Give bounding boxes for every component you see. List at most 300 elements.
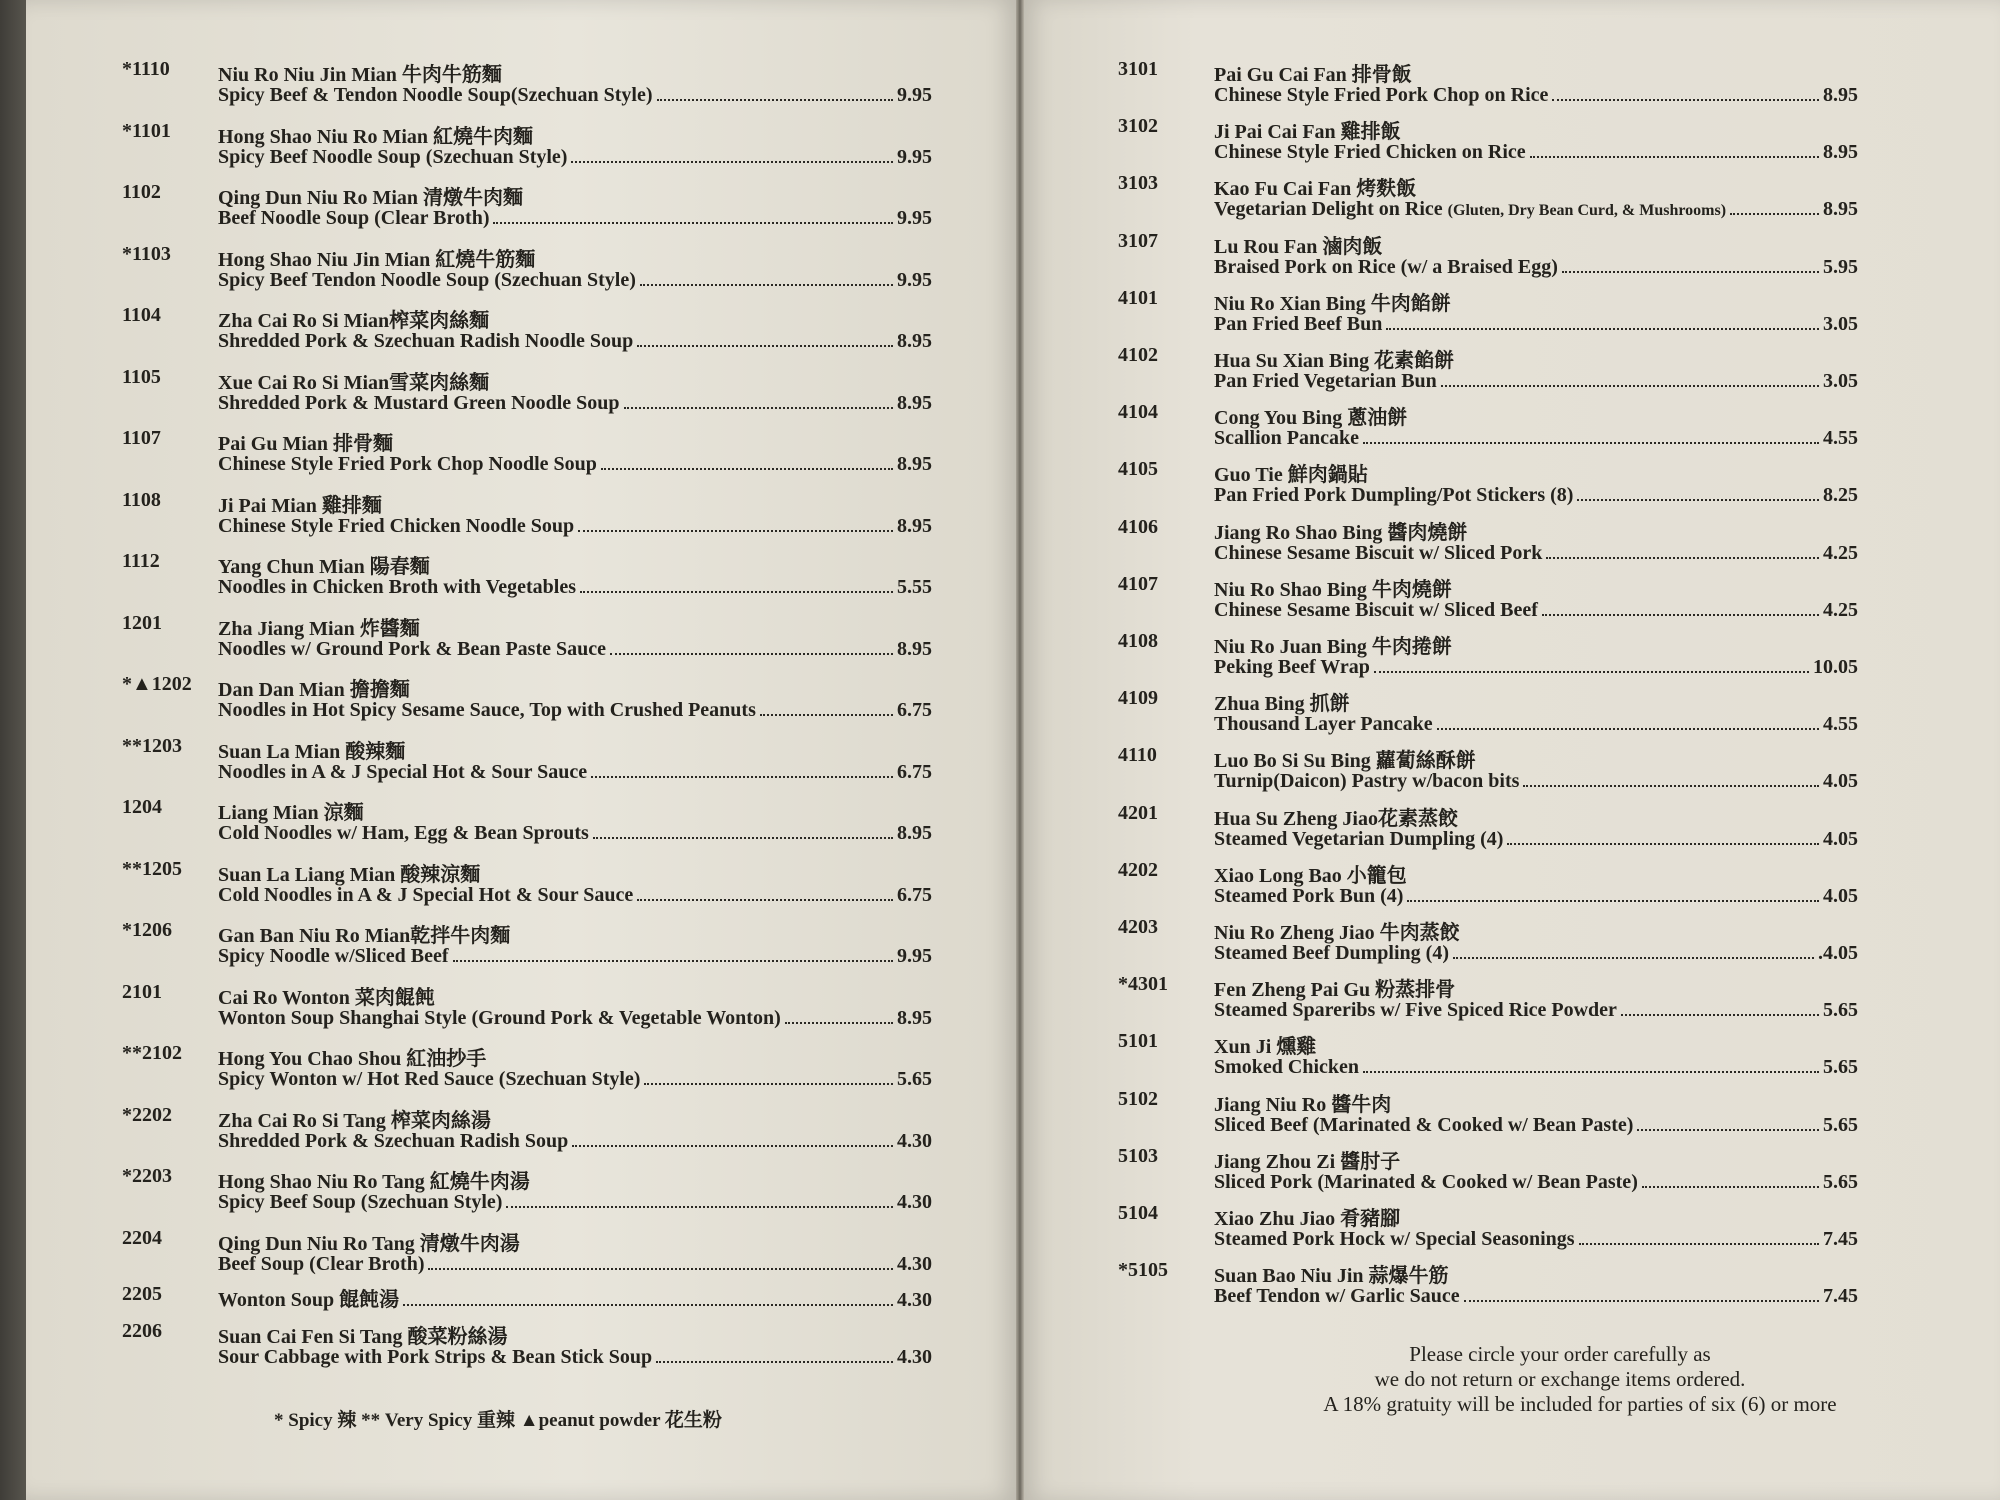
item-description-line — [218, 884, 932, 907]
item-description — [218, 453, 597, 476]
item-description-line — [218, 1253, 932, 1276]
item-description — [1214, 599, 1538, 622]
menu-item — [122, 981, 932, 1037]
item-description-text: Noodles w/ Ground Pork & Bean Paste Sauce — [218, 637, 606, 660]
item-description-text: Braised Pork on Rice (w/ a Braised Egg) — [1214, 255, 1558, 278]
item-description-text: Chinese Style Fried Pork Chop on Rice — [1214, 84, 1549, 106]
dot-leader — [1642, 1186, 1819, 1188]
item-description-line — [218, 638, 932, 661]
menu-item — [122, 304, 932, 360]
item-number: *4301 — [1118, 973, 1168, 996]
menu-item — [122, 612, 932, 668]
dot-leader — [578, 530, 893, 532]
item-number: 2205 — [122, 1283, 162, 1305]
item-name: Qing Dun Niu Ro Tang 清燉牛肉湯 — [218, 1232, 520, 1255]
menu-item — [1118, 1145, 1858, 1201]
item-description-text: Pan Fried Pork Dumpling/Pot Stickers (8) — [1214, 484, 1574, 507]
item-number: 4108 — [1118, 630, 1158, 652]
item-price: 8.95 — [1823, 84, 1858, 106]
item-description-line — [218, 699, 932, 722]
item-name: Hua Su Zheng Jiao花素蒸餃 — [1214, 807, 1458, 830]
item-name: Pai Gu Mian 排骨麵 — [218, 433, 394, 455]
item-description — [218, 576, 576, 599]
menu-item — [122, 1227, 932, 1283]
item-name: Zha Cai Ro Si Mian榨菜肉絲麵 — [218, 310, 490, 332]
item-description-line — [1214, 198, 1858, 221]
item-description-text: Shredded Pork & Mustard Green Noodle Soup — [218, 391, 620, 414]
item-description-text: Beef Tendon w/ Garlic Sauce — [1214, 1285, 1460, 1308]
item-price: 8.95 — [897, 637, 932, 660]
item-number: **1205 — [122, 857, 182, 880]
item-description-line — [218, 84, 932, 107]
item-description — [1214, 198, 1726, 221]
item-price: 8.95 — [897, 514, 932, 537]
item-description — [1214, 141, 1526, 164]
item-number: 5104 — [1118, 1202, 1158, 1224]
item-name: Lu Rou Fan 滷肉飯 — [1214, 235, 1383, 258]
item-price: 4.30 — [897, 1129, 932, 1152]
item-description — [1214, 1056, 1359, 1079]
item-description-text: Spicy Beef Noodle Soup (Szechuan Style) — [218, 145, 568, 168]
item-description-text: Sliced Pork (Marinated & Cooked w/ Bean Paste) — [1214, 1170, 1638, 1193]
item-name: Hong Shao Niu Jin Mian 紅燒牛筋麵 — [218, 248, 536, 271]
item-number: 4101 — [1118, 286, 1158, 309]
item-name: Qing Dun Niu Ro Mian 清燉牛肉麵 — [218, 187, 524, 209]
item-number: 4203 — [1118, 916, 1158, 938]
item-number: **1203 — [122, 734, 182, 757]
item-name: Suan Bao Niu Jin 蒜爆牛筋 — [1214, 1265, 1449, 1288]
item-description — [1214, 84, 1548, 107]
item-price: 4.05 — [1823, 827, 1858, 850]
item-name: Zha Cai Ro Si Tang 榨菜肉絲湯 — [218, 1109, 491, 1132]
item-description-text: Peking Beef Wrap — [1214, 656, 1370, 678]
item-number: 2204 — [122, 1226, 162, 1249]
item-description-line — [1214, 713, 1858, 736]
item-number: 3101 — [1118, 58, 1158, 80]
item-description-line — [1214, 999, 1858, 1022]
item-description-line — [218, 146, 932, 169]
dot-leader — [1437, 728, 1819, 730]
item-price: 5.65 — [1823, 1170, 1858, 1193]
menu-item — [1118, 859, 1858, 915]
item-description — [218, 1253, 424, 1276]
item-price: 4.30 — [897, 1252, 932, 1275]
item-description-line — [1214, 942, 1858, 965]
item-price: 9.95 — [897, 84, 932, 106]
item-description-text: Cold Noodles in A & J Special Hot & Sour Sauce — [218, 883, 634, 906]
item-description-line — [1214, 1285, 1858, 1308]
menu-item — [1118, 1202, 1858, 1258]
item-description — [1214, 1171, 1638, 1194]
item-price: 9.95 — [897, 145, 932, 168]
item-description — [218, 392, 620, 415]
dot-leader — [1577, 499, 1819, 501]
menu-item — [1118, 1030, 1858, 1086]
menu-item — [1118, 916, 1858, 972]
item-price: 8.95 — [897, 1006, 932, 1029]
item-description-line — [218, 1283, 932, 1312]
item-number: 5103 — [1118, 1144, 1158, 1167]
item-description — [1214, 885, 1403, 908]
dot-leader — [1363, 442, 1819, 444]
item-description-line — [1214, 828, 1858, 851]
item-description-text: Noodles in Hot Spicy Sesame Sauce, Top with Crushed Peanuts — [218, 699, 756, 721]
item-description-text: Noodles in A & J Special Hot & Sour Sauce — [218, 760, 588, 783]
item-description-text: Chinese Sesame Biscuit w/ Sliced Pork — [1214, 541, 1543, 564]
item-description-text: Sliced Beef (Marinated & Cooked w/ Bean Paste) — [1214, 1113, 1634, 1136]
item-name: Suan La Mian 酸辣麵 — [218, 740, 406, 763]
item-description-text: Smoked Chicken — [1214, 1056, 1360, 1079]
item-name: Xiao Long Bao 小籠包 — [1214, 864, 1407, 887]
item-number: *1206 — [122, 919, 172, 941]
dot-leader — [637, 345, 893, 347]
item-name: Fen Zheng Pai Gu 粉蒸排骨 — [1214, 979, 1456, 1002]
item-price: 7.45 — [1823, 1228, 1858, 1250]
item-price: 4.30 — [897, 1289, 932, 1311]
item-price: 4.55 — [1823, 427, 1858, 450]
dot-leader — [1562, 271, 1819, 273]
item-description-line — [1214, 141, 1858, 164]
menu-item — [122, 919, 932, 975]
notice-line: we do not return or exchange items ordered. — [1374, 1367, 1746, 1391]
item-name: Niu Ro Xian Bing 牛肉餡餅 — [1214, 292, 1451, 315]
dot-leader — [428, 1268, 893, 1270]
dot-leader — [571, 161, 893, 163]
item-description — [218, 945, 449, 968]
item-price: 8.95 — [897, 391, 932, 414]
item-number: **2102 — [122, 1042, 182, 1064]
item-description — [1214, 828, 1503, 851]
spice-legend: * Spicy 辣 ** Very Spicy 重辣 ▲peanut powder 花生粉 — [274, 1410, 722, 1431]
menu-item — [1118, 802, 1858, 858]
menu-item — [122, 673, 932, 729]
item-number: 4105 — [1118, 458, 1158, 481]
item-name: Niu Ro Niu Jin Mian 牛肉牛筋麵 — [218, 64, 502, 86]
dot-leader — [1546, 557, 1819, 559]
dot-leader — [1407, 900, 1819, 902]
menu-item — [1118, 115, 1858, 171]
item-number: 1105 — [122, 365, 161, 388]
item-description-line — [218, 761, 932, 784]
dot-leader — [1621, 1014, 1819, 1016]
menu-item — [122, 735, 932, 791]
item-name: Suan Cai Fen Si Tang 酸菜粉絲湯 — [218, 1326, 508, 1348]
dot-leader — [1579, 1243, 1819, 1245]
menu-item — [1118, 401, 1858, 457]
item-description-text: Beef Soup (Clear Broth) — [218, 1252, 425, 1275]
item-description — [218, 207, 489, 230]
item-number: 1112 — [122, 550, 160, 572]
item-name: Ji Pai Cai Fan 雞排飯 — [1214, 121, 1401, 144]
menu-item — [1118, 516, 1858, 572]
item-description-line — [218, 515, 932, 538]
menu-item — [122, 858, 932, 914]
dot-leader — [1374, 671, 1809, 673]
item-number: 1104 — [122, 304, 161, 326]
item-number: 1107 — [122, 427, 161, 449]
item-description — [1214, 1114, 1633, 1137]
menu-fold — [1016, 0, 1024, 1500]
item-description — [1214, 256, 1558, 279]
item-description-line — [1214, 885, 1858, 908]
item-description-line — [218, 1068, 932, 1091]
item-description-line — [218, 207, 932, 230]
item-description-text: Steamed Spareribs w/ Five Spiced Rice Powder — [1214, 999, 1617, 1022]
item-description-text: Wonton Soup Shanghai Style (Ground Pork & Vegetable Wonton) — [218, 1006, 781, 1029]
item-description-line — [1214, 256, 1858, 279]
item-price: 8.95 — [897, 822, 932, 844]
item-name: Yang Chun Mian 陽春麵 — [218, 556, 430, 578]
dot-leader — [657, 99, 893, 101]
item-description-line — [218, 1130, 932, 1153]
dot-leader — [506, 1206, 893, 1208]
menu-item — [1118, 973, 1858, 1029]
item-description-line — [1214, 542, 1858, 565]
item-description-line — [1214, 1171, 1858, 1194]
item-number: *▲1202 — [122, 673, 192, 695]
item-name: Zha Jiang Mian 炸醬麵 — [218, 617, 420, 640]
menu-item — [1118, 687, 1858, 743]
dot-leader — [637, 899, 893, 901]
item-description — [218, 761, 587, 784]
item-price: 4.30 — [897, 1346, 932, 1368]
dot-leader — [656, 1361, 893, 1363]
dot-leader — [493, 222, 893, 224]
item-description-line — [218, 822, 932, 845]
notice-line: A 18% gratuity will be included for parties of six (6) or more — [1323, 1392, 1837, 1416]
item-description — [218, 1191, 502, 1214]
item-description — [218, 269, 636, 292]
dot-leader — [580, 591, 893, 593]
item-name — [218, 1283, 399, 1312]
menu-item — [1118, 1259, 1858, 1315]
menu-item — [122, 243, 932, 299]
item-description-line — [218, 330, 932, 353]
menu-item — [122, 366, 932, 422]
item-price: 8.25 — [1823, 484, 1858, 507]
item-description-text: Shredded Pork & Szechuan Radish Noodle Soup — [218, 330, 634, 352]
item-number: 4104 — [1118, 401, 1158, 424]
item-description — [218, 84, 653, 107]
dot-leader — [601, 468, 893, 470]
item-name: Niu Ro Zheng Jiao 牛肉蒸餃 — [1214, 922, 1460, 944]
item-description — [1214, 1285, 1460, 1308]
item-price: 6.75 — [897, 883, 932, 906]
item-price: 3.05 — [1823, 312, 1858, 335]
item-price: 7.45 — [1823, 1285, 1858, 1308]
item-description — [1214, 656, 1370, 679]
item-description-text: Spicy Noodle w/Sliced Beef — [218, 945, 449, 967]
dot-leader — [1530, 156, 1819, 158]
menu-item — [1118, 344, 1858, 400]
item-description — [218, 638, 606, 661]
item-description-line — [218, 945, 932, 968]
menu-item — [122, 796, 932, 852]
item-name: Xue Cai Ro Si Mian雪菜肉絲麵 — [218, 371, 490, 394]
item-price: 10.05 — [1813, 656, 1858, 678]
item-price: 6.75 — [897, 760, 932, 783]
item-name: Kao Fu Cai Fan 烤麩飯 — [1214, 178, 1417, 201]
item-name: Jiang Niu Ro 醬牛肉 — [1214, 1093, 1392, 1116]
dot-leader — [453, 960, 893, 962]
item-description-text: Wonton Soup 餛飩湯 — [218, 1289, 400, 1311]
item-description — [218, 699, 756, 722]
dot-leader — [1363, 1071, 1819, 1073]
item-description — [218, 822, 589, 845]
item-description — [1214, 313, 1382, 336]
item-description-line — [1214, 370, 1858, 393]
item-number: *1101 — [122, 119, 171, 142]
item-name: Xiao Zhu Jiao 肴豬腳 — [1214, 1208, 1401, 1230]
item-name: Luo Bo Si Su Bing 蘿蔔絲酥餅 — [1214, 750, 1476, 773]
item-description-line — [218, 1346, 932, 1369]
item-description — [218, 1068, 640, 1091]
dot-leader — [610, 653, 893, 655]
item-description-text: Chinese Style Fried Chicken on Rice — [1214, 141, 1526, 164]
menu-item — [122, 550, 932, 606]
item-price: 8.95 — [1823, 198, 1858, 221]
item-description — [1214, 370, 1437, 393]
item-number: 3103 — [1118, 172, 1158, 195]
item-number: 1201 — [122, 611, 162, 634]
item-description-note: (Gluten, Dry Bean Curd, & Mushrooms) — [1447, 202, 1727, 220]
item-description — [218, 1346, 652, 1369]
menu-item — [1118, 172, 1858, 228]
item-description-line — [218, 392, 932, 415]
item-description-line — [1214, 427, 1858, 450]
item-description-line — [1214, 1056, 1858, 1079]
item-description-line — [218, 1191, 932, 1214]
item-number: 3102 — [1118, 115, 1158, 138]
menu-item — [1118, 573, 1858, 629]
menu-item — [1118, 287, 1858, 343]
menu-item — [1118, 630, 1858, 686]
item-price: 5.65 — [1823, 1056, 1858, 1079]
item-number: *2203 — [122, 1165, 172, 1187]
item-description-text: Spicy Beef & Tendon Noodle Soup(Szechuan Style) — [218, 84, 653, 106]
item-price: 4.30 — [897, 1191, 932, 1213]
item-number: 4107 — [1118, 572, 1158, 595]
item-price: 4.05 — [1823, 884, 1858, 907]
item-description-text: Turnip(Daicon) Pastry w/bacon bits — [1214, 770, 1520, 793]
item-price: 4.05 — [1823, 770, 1858, 793]
dot-leader — [591, 776, 893, 778]
item-number: *5105 — [1118, 1259, 1168, 1282]
item-description-text: Chinese Style Fried Pork Chop Noodle Soup — [218, 453, 597, 475]
item-description-line — [1214, 1228, 1858, 1251]
item-description-line — [1214, 313, 1858, 336]
item-description-text: Steamed Beef Dumpling (4) — [1214, 942, 1449, 964]
item-price: 5.65 — [1823, 999, 1858, 1022]
item-description — [1214, 542, 1542, 565]
item-number: 5102 — [1118, 1087, 1158, 1110]
item-description-text: Scallion Pancake — [1214, 427, 1360, 450]
item-number: 1102 — [122, 181, 161, 203]
menu-item — [122, 1042, 932, 1098]
item-description-text: Chinese Sesame Biscuit w/ Sliced Beef — [1214, 598, 1538, 621]
item-description-text: Noodles in Chicken Broth with Vegetables — [218, 576, 577, 598]
item-description-line — [1214, 1114, 1858, 1137]
item-name: Hong You Chao Shou 紅油抄手 — [218, 1048, 487, 1070]
dot-leader — [785, 1022, 893, 1024]
menu-item — [1118, 58, 1858, 114]
item-price: .4.05 — [1818, 942, 1858, 964]
item-description-text: Steamed Pork Bun (4) — [1214, 884, 1404, 907]
menu-item — [122, 58, 932, 114]
item-number: *2202 — [122, 1103, 172, 1126]
item-name: Liang Mian 涼麵 — [218, 802, 364, 824]
item-description — [1214, 484, 1573, 507]
item-description — [1214, 770, 1519, 793]
item-name: Hong Shao Niu Ro Tang 紅燒牛肉湯 — [218, 1171, 530, 1193]
dot-leader — [593, 837, 893, 839]
item-name: Jiang Zhou Zi 醬肘子 — [1214, 1150, 1401, 1173]
dot-leader — [1542, 614, 1819, 616]
item-number: 4109 — [1118, 687, 1158, 710]
item-description — [218, 330, 633, 353]
item-name: Gan Ban Niu Ro Mian乾拌牛肉麵 — [218, 925, 511, 947]
menu-item — [1118, 744, 1858, 800]
item-number: 4201 — [1118, 801, 1158, 824]
item-price: 5.65 — [1823, 1113, 1858, 1136]
item-description — [218, 515, 574, 538]
item-description-text: Pan Fried Vegetarian Bun — [1214, 370, 1437, 392]
dot-leader — [1637, 1129, 1819, 1131]
item-description — [218, 1007, 781, 1030]
item-price: 3.05 — [1823, 370, 1858, 392]
item-description-line — [218, 576, 932, 599]
item-description-text: Beef Noodle Soup (Clear Broth) — [218, 207, 490, 229]
item-number: 4106 — [1118, 515, 1158, 538]
menu-item — [122, 181, 932, 237]
item-name: Jiang Ro Shao Bing 醬肉燒餅 — [1214, 521, 1468, 544]
item-price: 4.25 — [1823, 541, 1858, 564]
dot-leader — [1523, 785, 1819, 787]
item-price: 8.95 — [1823, 141, 1858, 164]
item-name: Guo Tie 鮮肉鍋貼 — [1214, 464, 1368, 487]
item-description-line — [1214, 484, 1858, 507]
item-price: 6.75 — [897, 699, 932, 721]
item-name: Dan Dan Mian 擔擔麵 — [218, 679, 410, 701]
menu-item — [122, 1165, 932, 1221]
item-name: Xun Ji 燻雞 — [1214, 1036, 1317, 1059]
item-description-text: Chinese Style Fried Chicken Noodle Soup — [218, 514, 575, 537]
item-description — [1214, 427, 1359, 450]
item-description — [218, 1130, 568, 1153]
item-price: 9.95 — [897, 268, 932, 291]
dot-leader — [644, 1083, 893, 1085]
item-description-line — [218, 453, 932, 476]
item-name: Hong Shao Niu Ro Mian 紅燒牛肉麵 — [218, 125, 534, 148]
item-description-line — [218, 269, 932, 292]
item-description — [1214, 713, 1433, 736]
menu-item — [122, 1104, 932, 1160]
dot-leader — [760, 714, 893, 716]
item-name: Hua Su Xian Bing 花素餡餅 — [1214, 350, 1455, 372]
item-number: 1108 — [122, 488, 161, 511]
dot-leader — [572, 1145, 893, 1147]
menu-item — [122, 489, 932, 545]
item-number: 4110 — [1118, 744, 1157, 767]
item-name: Zhua Bing 抓餅 — [1214, 693, 1350, 716]
dot-leader — [1453, 957, 1814, 959]
dot-leader — [1552, 99, 1819, 101]
item-name: Ji Pai Mian 雞排麵 — [218, 494, 382, 517]
menu-item — [122, 120, 932, 176]
menu-item — [1118, 1088, 1858, 1144]
menu-item — [122, 427, 932, 483]
item-price: 8.95 — [897, 453, 932, 475]
